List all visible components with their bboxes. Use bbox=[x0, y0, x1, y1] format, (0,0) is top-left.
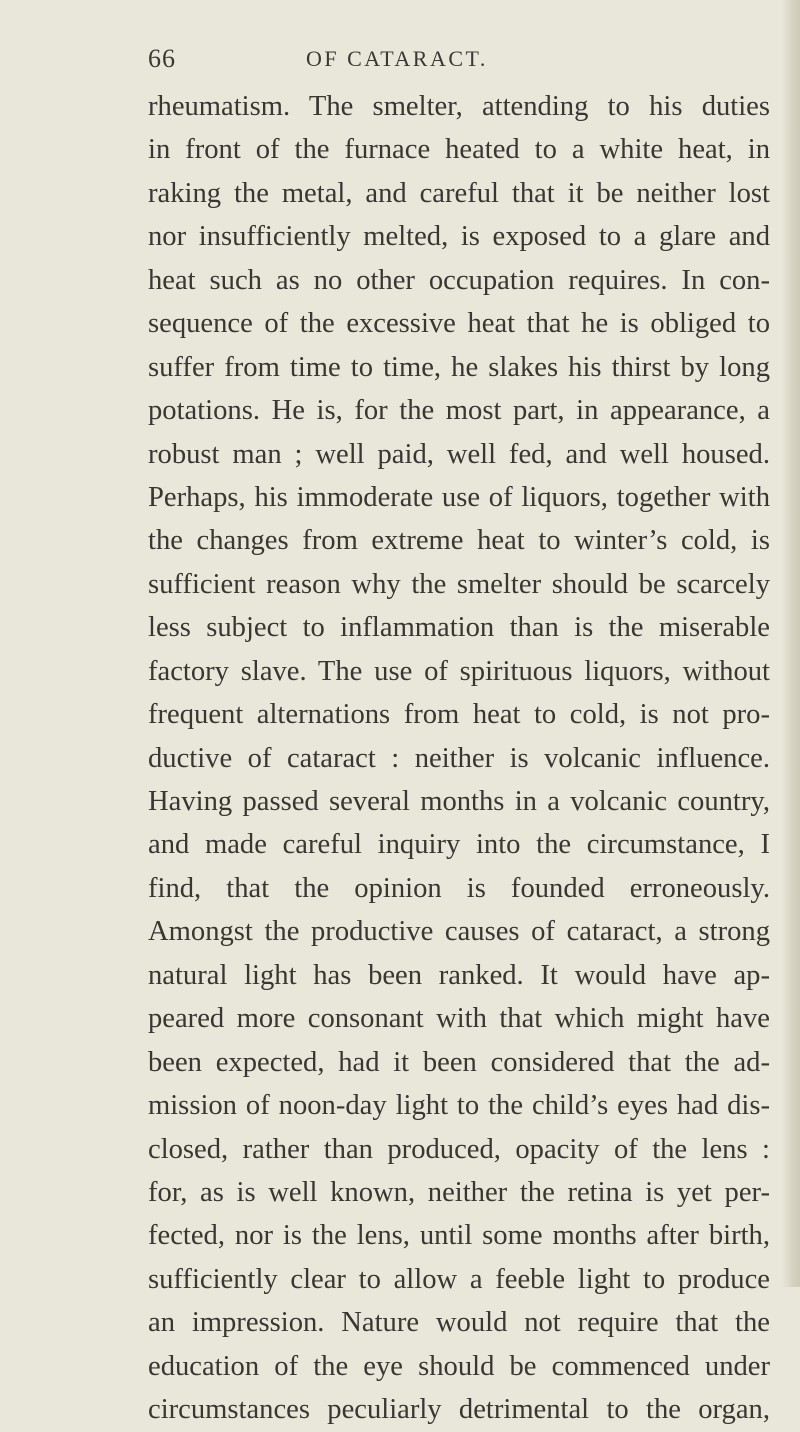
text-line: for, as is well known, neither the retina is yet per- bbox=[148, 1176, 770, 1208]
text-line: frequent alternations from heat to cold, is not pro- bbox=[148, 699, 770, 731]
text-line: robust man ; well paid, well fed, and well housed. bbox=[148, 438, 770, 470]
text-line: natural light has been ranked. It would have ap- bbox=[148, 959, 770, 991]
text-line: circumstances peculiarly detrimental to the organ, bbox=[148, 1394, 770, 1426]
text-line: been expected, had it been considered that the ad- bbox=[148, 1046, 770, 1078]
page-header bbox=[148, 44, 708, 84]
text-line: Perhaps, his immoderate use of liquors, together with bbox=[148, 481, 770, 513]
text-line: fected, nor is the lens, until some months after birth, bbox=[148, 1220, 770, 1252]
text-line: less subject to inflammation than is the miserable bbox=[148, 612, 770, 644]
text-line: suffer from time to time, he slakes his thirst by long bbox=[148, 351, 770, 383]
text-line: ductive of cataract : neither is volcanic influence. bbox=[148, 742, 770, 774]
text-line: sufficient reason why the smelter should be scarcely bbox=[148, 568, 770, 600]
text-line: and made careful inquiry into the circumstance, I bbox=[148, 829, 770, 861]
body-text bbox=[148, 85, 770, 1432]
text-line: sufficiently clear to allow a feeble light to produce bbox=[148, 1263, 770, 1295]
text-line: find, that the opinion is founded erroneously. bbox=[148, 872, 770, 904]
text-line: factory slave. The use of spirituous liquors, without bbox=[148, 655, 770, 687]
text-line: the changes from extreme heat to winter’s cold, is bbox=[148, 525, 770, 557]
text-line: Amongst the productive causes of cataract, a strong bbox=[148, 916, 770, 948]
text-line: an impression. Nature would not require that the bbox=[148, 1307, 770, 1339]
text-line: mission of noon-day light to the child’s eyes had dis- bbox=[148, 1090, 770, 1122]
text-line: closed, rather than produced, opacity of the lens : bbox=[148, 1133, 770, 1165]
page-number: 66 bbox=[148, 44, 176, 73]
text-line: raking the metal, and careful that it be neither lost bbox=[148, 177, 770, 209]
text-line: education of the eye should be commenced under bbox=[148, 1350, 770, 1382]
text-line: nor insufficiently melted, is exposed to a glare and bbox=[148, 221, 770, 253]
text-line: potations. He is, for the most part, in appearance, a bbox=[148, 395, 770, 427]
text-line: sequence of the excessive heat that he is obliged to bbox=[148, 308, 770, 340]
text-line: in front of the furnace heated to a white heat, in bbox=[148, 134, 770, 166]
running-head: OF CATARACT. bbox=[306, 46, 488, 71]
text-line: Having passed several months in a volcanic country, bbox=[148, 786, 770, 817]
page-edge-shadow bbox=[782, 0, 800, 1287]
text-line: heat such as no other occupation requires. In con- bbox=[148, 264, 770, 296]
text-line: peared more consonant with that which might have bbox=[148, 1003, 770, 1035]
text-line: rheumatism. The smelter, attending to his duties bbox=[148, 91, 770, 122]
